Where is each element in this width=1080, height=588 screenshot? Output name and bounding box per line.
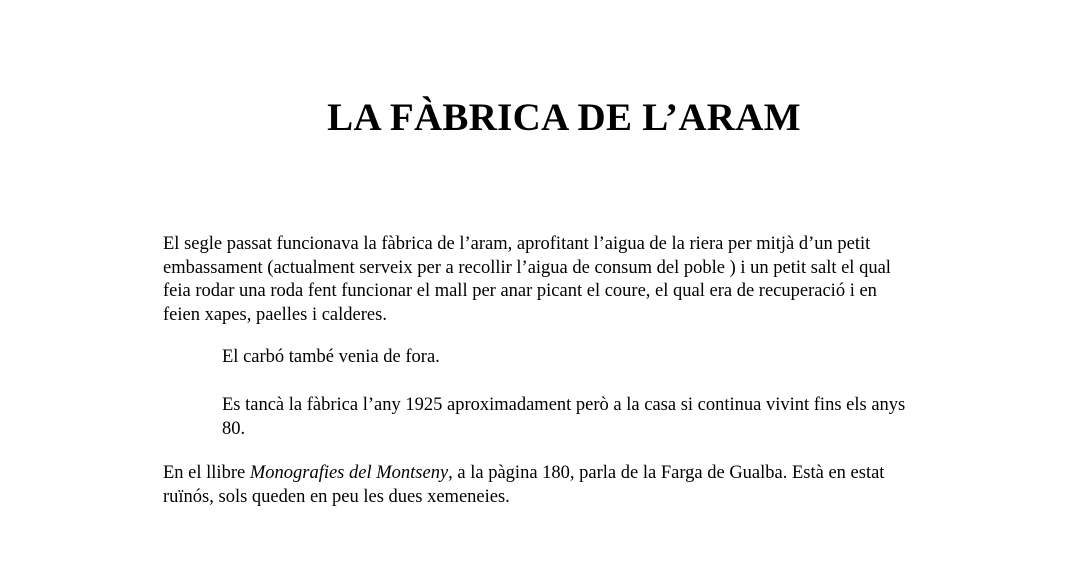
paragraph-line: embassament (actualment serveix per a recollir l’aigua de consum del poble ) i un petit salt el qual	[163, 257, 891, 278]
paragraph-reference	[163, 462, 884, 509]
text-run: En el llibre	[163, 463, 250, 483]
paragraph-line	[163, 462, 884, 486]
book-title: Monografies del Montseny	[249, 463, 449, 483]
paragraph-line: ruïnós, sols queden en peu les dues xemeneies.	[163, 486, 510, 507]
page-title: LA FÀBRICA DE L’ARAM	[327, 96, 801, 139]
paragraph-line: feien xapes, paelles i calderes.	[163, 304, 387, 325]
paragraph-factory-history	[163, 233, 891, 327]
paragraph-closure	[222, 394, 905, 441]
paragraph-line: Es tancà la fàbrica l’any 1925 aproximadament però a la casa si continua vivint fins els anys	[222, 395, 906, 415]
text-run: , a la pàgina 180, parla de la Farga de Gualba. Està en estat	[448, 463, 885, 483]
paragraph-line: El segle passat funcionava la fàbrica de l’aram, aprofitant l’aigua de la riera per mitjà d’un petit	[163, 234, 871, 254]
paragraph-coal	[222, 346, 440, 370]
paragraph-line: El carbó també venia de fora.	[222, 347, 440, 367]
paragraph-line: 80.	[222, 418, 246, 439]
paragraph-line: feia rodar una roda fent funcionar el mall per anar picant el coure, el qual era de recuperació i en	[163, 281, 877, 302]
